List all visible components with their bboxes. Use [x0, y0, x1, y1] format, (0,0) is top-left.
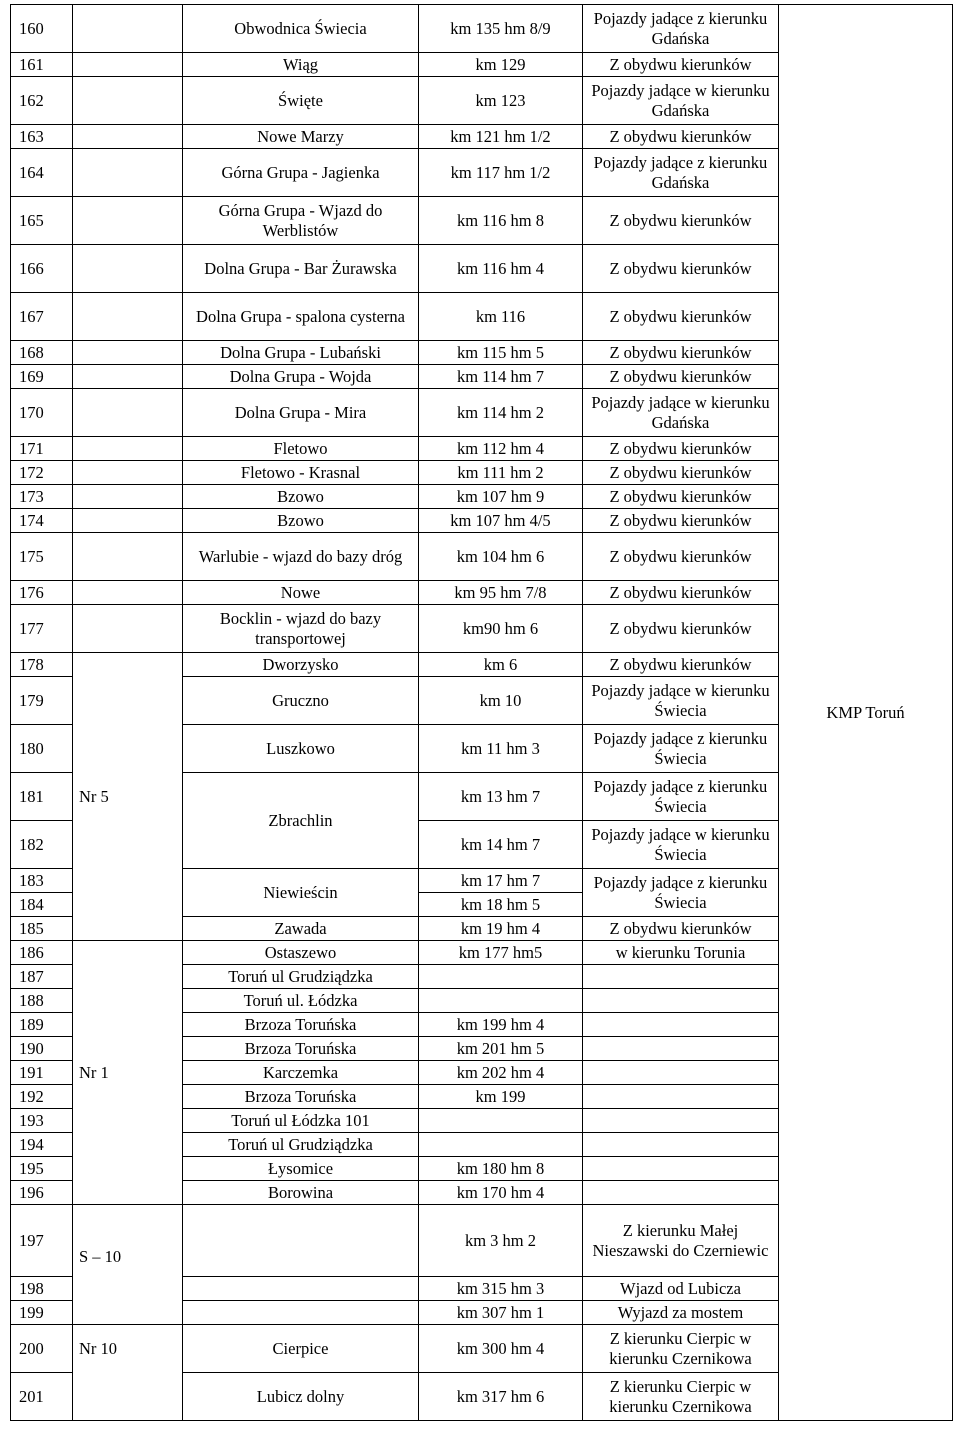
direction-cell: Pojazdy jadące z kierunku Gdańska — [583, 5, 779, 53]
road-cell-nr10: Nr 10 — [73, 1325, 183, 1421]
row-number: 177 — [11, 605, 73, 653]
place-cell: Obwodnica Świecia — [183, 5, 419, 53]
road-cell-nr5: Nr 5 — [73, 653, 183, 941]
row-number: 160 — [11, 5, 73, 53]
direction-cell: Z obydwu kierunków — [583, 653, 779, 677]
place-cell: Górna Grupa - Jagienka — [183, 149, 419, 197]
km-cell: km 116 hm 4 — [419, 245, 583, 293]
place-cell — [183, 1301, 419, 1325]
direction-cell: Pojazdy jadące w kierunku Gdańska — [583, 77, 779, 125]
place-cell: Niewieścin — [183, 869, 419, 917]
km-cell: km 3 hm 2 — [419, 1205, 583, 1277]
place-cell: Bzowo — [183, 509, 419, 533]
km-cell: km 112 hm 4 — [419, 437, 583, 461]
km-cell: km 199 — [419, 1085, 583, 1109]
km-cell: km 117 hm 1/2 — [419, 149, 583, 197]
direction-cell: Z obydwu kierunków — [583, 53, 779, 77]
place-cell: Borowina — [183, 1181, 419, 1205]
road-cell — [73, 461, 183, 485]
km-cell: km 104 hm 6 — [419, 533, 583, 581]
km-cell: km 307 hm 1 — [419, 1301, 583, 1325]
place-cell: Warlubie - wjazd do bazy dróg — [183, 533, 419, 581]
direction-cell: Z obydwu kierunków — [583, 437, 779, 461]
place-cell: Bocklin - wjazd do bazy transportowej — [183, 605, 419, 653]
place-cell: Brzoza Toruńska — [183, 1037, 419, 1061]
place-cell: Dolna Grupa - Wojda — [183, 365, 419, 389]
place-cell: Fletowo - Krasnal — [183, 461, 419, 485]
road-cell — [73, 245, 183, 293]
row-number: 163 — [11, 125, 73, 149]
place-cell: Dolna Grupa - Bar Żurawska — [183, 245, 419, 293]
direction-cell: Z obydwu kierunków — [583, 461, 779, 485]
row-number: 185 — [11, 917, 73, 941]
place-cell — [183, 1205, 419, 1277]
direction-cell — [583, 1157, 779, 1181]
row-number: 197 — [11, 1205, 73, 1277]
place-cell: Toruń ul. Łódzka — [183, 989, 419, 1013]
direction-cell: Z obydwu kierunków — [583, 125, 779, 149]
row-number: 189 — [11, 1013, 73, 1037]
row-number: 181 — [11, 773, 73, 821]
km-cell: km 6 — [419, 653, 583, 677]
place-cell: Dolna Grupa - spalona cysterna — [183, 293, 419, 341]
place-cell: Lubicz dolny — [183, 1373, 419, 1421]
place-cell: Toruń ul Grudziądzka — [183, 1133, 419, 1157]
place-cell: Dolna Grupa - Lubański — [183, 341, 419, 365]
direction-cell: Z obydwu kierunków — [583, 365, 779, 389]
direction-cell — [583, 965, 779, 989]
row-number: 190 — [11, 1037, 73, 1061]
direction-cell: Z obydwu kierunków — [583, 293, 779, 341]
km-cell — [419, 1109, 583, 1133]
km-cell: km 10 — [419, 677, 583, 725]
km-cell: km 129 — [419, 53, 583, 77]
row-number: 166 — [11, 245, 73, 293]
road-cell — [73, 509, 183, 533]
direction-cell: Z kierunku Cierpic w kierunku Czernikowa — [583, 1373, 779, 1421]
km-cell: km 107 hm 9 — [419, 485, 583, 509]
row-number: 200 — [11, 1325, 73, 1373]
direction-cell: Z kierunku Małej Nieszawski do Czerniewic — [583, 1205, 779, 1277]
road-cell — [73, 5, 183, 53]
place-cell: Wiąg — [183, 53, 419, 77]
road-cell — [73, 605, 183, 653]
direction-cell — [583, 989, 779, 1013]
row-number: 167 — [11, 293, 73, 341]
row-number: 162 — [11, 77, 73, 125]
road-cell — [73, 533, 183, 581]
place-cell: Luszkowo — [183, 725, 419, 773]
row-number: 194 — [11, 1133, 73, 1157]
km-cell: km 123 — [419, 77, 583, 125]
direction-cell: Z kierunku Cierpic w kierunku Czernikowa — [583, 1325, 779, 1373]
direction-cell: Z obydwu kierunków — [583, 605, 779, 653]
place-cell — [183, 1277, 419, 1301]
row-number: 183 — [11, 869, 73, 893]
direction-cell: Z obydwu kierunków — [583, 533, 779, 581]
row-number: 164 — [11, 149, 73, 197]
km-cell: km 317 hm 6 — [419, 1373, 583, 1421]
place-cell: Łysomice — [183, 1157, 419, 1181]
row-number: 172 — [11, 461, 73, 485]
row-number: 198 — [11, 1277, 73, 1301]
place-cell: Cierpice — [183, 1325, 419, 1373]
km-cell — [419, 965, 583, 989]
row-number: 199 — [11, 1301, 73, 1325]
place-cell: Toruń ul Grudziądzka — [183, 965, 419, 989]
row-number: 182 — [11, 821, 73, 869]
place-cell: Dworzysko — [183, 653, 419, 677]
road-cell — [73, 149, 183, 197]
km-cell: km 18 hm 5 — [419, 893, 583, 917]
road-cell — [73, 485, 183, 509]
road-cell-nr1: Nr 1 — [73, 941, 183, 1205]
row-number: 176 — [11, 581, 73, 605]
place-cell: Święte — [183, 77, 419, 125]
direction-cell: Pojazdy jadące w kierunku Świecia — [583, 677, 779, 725]
km-cell: km 116 hm 8 — [419, 197, 583, 245]
row-number: 192 — [11, 1085, 73, 1109]
km-cell: km 135 hm 8/9 — [419, 5, 583, 53]
road-cell-s10: S – 10 — [73, 1205, 183, 1325]
km-cell: km 201 hm 5 — [419, 1037, 583, 1061]
place-cell: Gruczno — [183, 677, 419, 725]
row-number: 201 — [11, 1373, 73, 1421]
direction-cell — [583, 1037, 779, 1061]
direction-cell — [583, 1061, 779, 1085]
row-number: 184 — [11, 893, 73, 917]
km-cell: km 180 hm 8 — [419, 1157, 583, 1181]
direction-cell: Pojazdy jadące z kierunku Świecia — [583, 725, 779, 773]
km-cell: km 115 hm 5 — [419, 341, 583, 365]
row-number: 175 — [11, 533, 73, 581]
road-cell — [73, 125, 183, 149]
km-cell: km 95 hm 7/8 — [419, 581, 583, 605]
place-cell: Nowe Marzy — [183, 125, 419, 149]
unit-cell: KMP Toruń — [779, 5, 953, 1421]
km-cell: km 177 hm5 — [419, 941, 583, 965]
place-cell: Ostaszewo — [183, 941, 419, 965]
km-cell: km 114 hm 2 — [419, 389, 583, 437]
km-cell: km 315 hm 3 — [419, 1277, 583, 1301]
direction-cell: Z obydwu kierunków — [583, 245, 779, 293]
direction-cell: Z obydwu kierunków — [583, 581, 779, 605]
road-cell — [73, 341, 183, 365]
row-number: 195 — [11, 1157, 73, 1181]
km-cell: km 107 hm 4/5 — [419, 509, 583, 533]
direction-cell: Z obydwu kierunków — [583, 509, 779, 533]
km-cell: km 11 hm 3 — [419, 725, 583, 773]
direction-cell — [583, 1109, 779, 1133]
km-cell: km 17 hm 7 — [419, 869, 583, 893]
row-number: 173 — [11, 485, 73, 509]
row-number: 170 — [11, 389, 73, 437]
direction-cell — [583, 1085, 779, 1109]
road-cell — [73, 53, 183, 77]
road-cell — [73, 197, 183, 245]
row-number: 188 — [11, 989, 73, 1013]
direction-cell: Z obydwu kierunków — [583, 917, 779, 941]
place-cell: Toruń ul Łódzka 101 — [183, 1109, 419, 1133]
direction-cell: Pojazdy jadące w kierunku Gdańska — [583, 389, 779, 437]
row-number: 196 — [11, 1181, 73, 1205]
road-cell — [73, 293, 183, 341]
row-number: 187 — [11, 965, 73, 989]
row-number: 171 — [11, 437, 73, 461]
place-cell: Karczemka — [183, 1061, 419, 1085]
road-cell — [73, 77, 183, 125]
direction-cell — [583, 1181, 779, 1205]
km-cell: km 300 hm 4 — [419, 1325, 583, 1373]
km-cell: km 121 hm 1/2 — [419, 125, 583, 149]
km-cell: km 170 hm 4 — [419, 1181, 583, 1205]
road-cell — [73, 437, 183, 461]
row-number: 191 — [11, 1061, 73, 1085]
place-cell: Dolna Grupa - Mira — [183, 389, 419, 437]
roads-table — [10, 4, 953, 1421]
row-number: 179 — [11, 677, 73, 725]
km-cell: km 19 hm 4 — [419, 917, 583, 941]
place-cell: Zawada — [183, 917, 419, 941]
km-cell: km 116 — [419, 293, 583, 341]
km-cell: km90 hm 6 — [419, 605, 583, 653]
row-number: 174 — [11, 509, 73, 533]
road-cell — [73, 389, 183, 437]
row-number: 165 — [11, 197, 73, 245]
direction-cell: Z obydwu kierunków — [583, 341, 779, 365]
km-cell: km 111 hm 2 — [419, 461, 583, 485]
direction-cell: Pojazdy jadące w kierunku Świecia — [583, 821, 779, 869]
direction-cell — [583, 1013, 779, 1037]
direction-cell: Pojazdy jadące z kierunku Gdańska — [583, 149, 779, 197]
row-number: 193 — [11, 1109, 73, 1133]
km-cell: km 199 hm 4 — [419, 1013, 583, 1037]
direction-cell: Z obydwu kierunków — [583, 197, 779, 245]
row-number: 180 — [11, 725, 73, 773]
row-number: 169 — [11, 365, 73, 389]
table-row — [11, 5, 953, 53]
km-cell: km 114 hm 7 — [419, 365, 583, 389]
km-cell: km 13 hm 7 — [419, 773, 583, 821]
direction-cell: w kierunku Torunia — [583, 941, 779, 965]
direction-cell — [583, 1133, 779, 1157]
place-cell: Bzowo — [183, 485, 419, 509]
km-cell — [419, 1133, 583, 1157]
direction-cell: Pojazdy jadące z kierunku Świecia — [583, 773, 779, 821]
place-cell: Zbrachlin — [183, 773, 419, 869]
row-number: 186 — [11, 941, 73, 965]
place-cell: Nowe — [183, 581, 419, 605]
place-cell: Brzoza Toruńska — [183, 1085, 419, 1109]
place-cell: Górna Grupa - Wjazd do Werblistów — [183, 197, 419, 245]
road-cell — [73, 365, 183, 389]
direction-cell: Z obydwu kierunków — [583, 485, 779, 509]
km-cell: km 14 hm 7 — [419, 821, 583, 869]
direction-cell: Wjazd od Lubicza — [583, 1277, 779, 1301]
km-cell — [419, 989, 583, 1013]
km-cell: km 202 hm 4 — [419, 1061, 583, 1085]
direction-cell: Pojazdy jadące z kierunku Świecia — [583, 869, 779, 917]
direction-cell: Wyjazd za mostem — [583, 1301, 779, 1325]
road-cell — [73, 581, 183, 605]
row-number: 178 — [11, 653, 73, 677]
place-cell: Brzoza Toruńska — [183, 1013, 419, 1037]
row-number: 161 — [11, 53, 73, 77]
row-number: 168 — [11, 341, 73, 365]
place-cell: Fletowo — [183, 437, 419, 461]
